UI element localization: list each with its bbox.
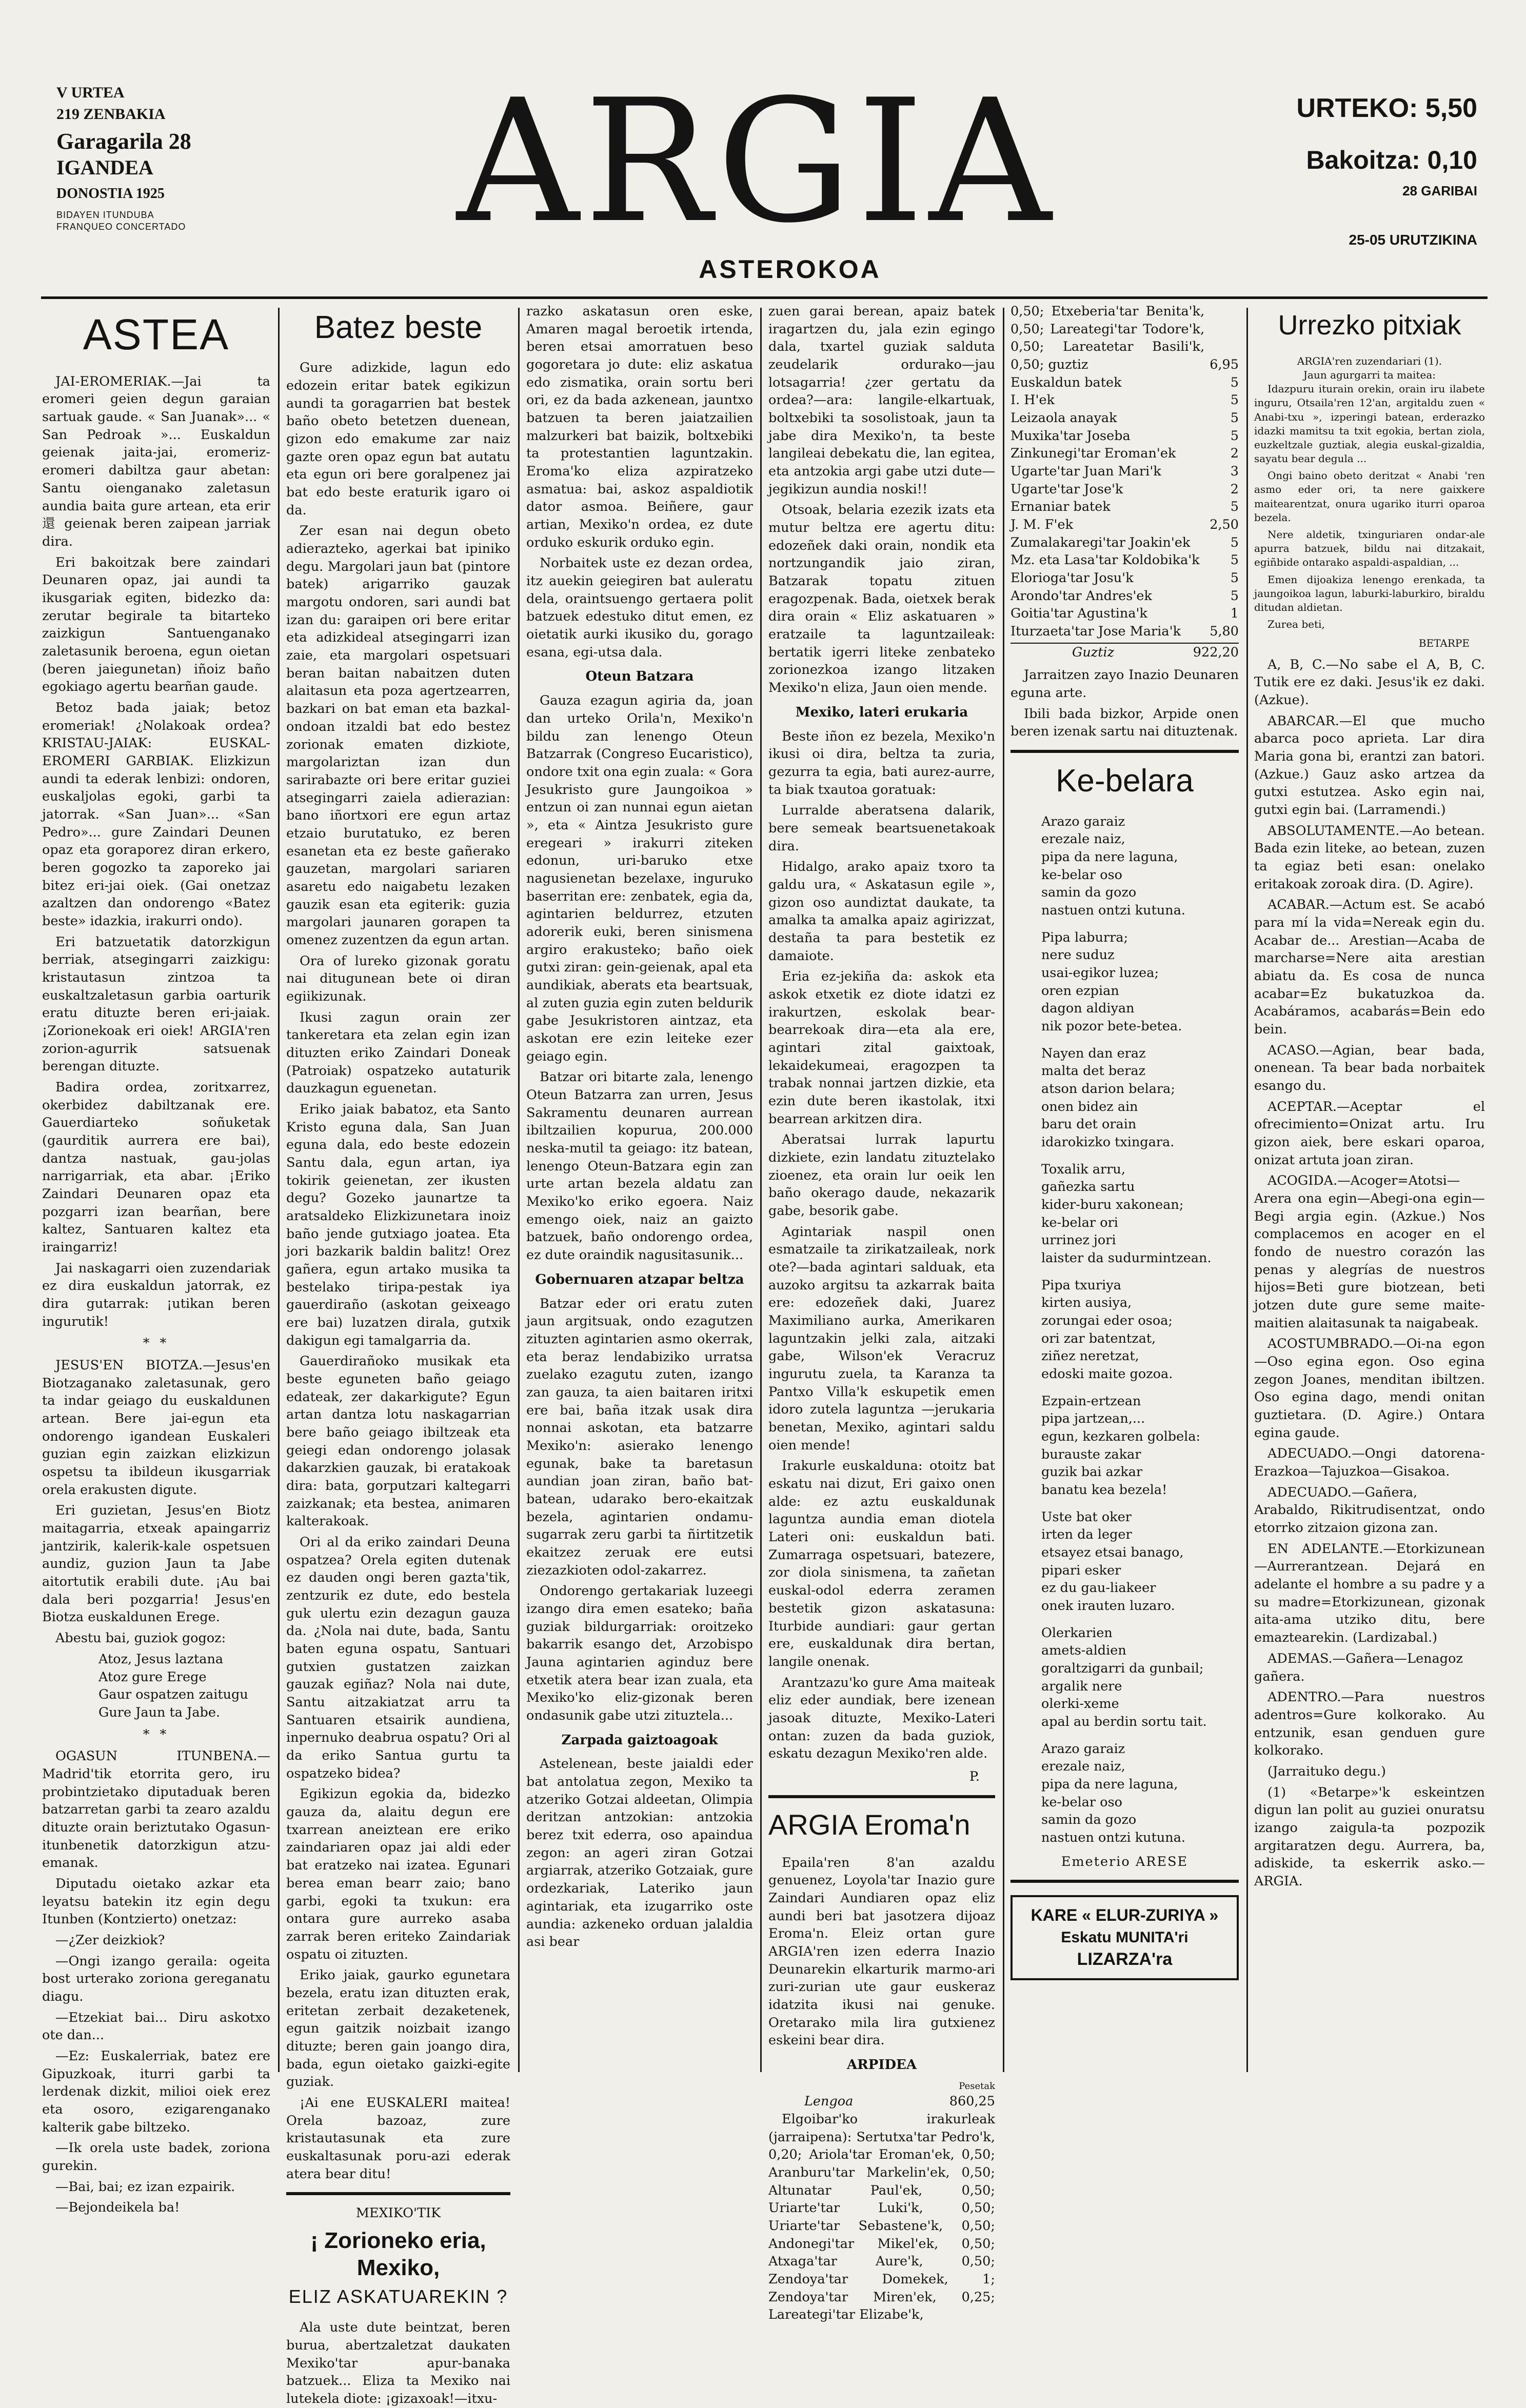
list-label: Zinkunegi'tar Eroman'ek xyxy=(1010,446,1176,462)
poem-line: pipari esker xyxy=(1041,1562,1121,1578)
paragraph: Gauerdirañoko musikak eta beste eguneten baño geiago edateak, zer dakarkigute? Egun artan dantza lotu naskagarrian bere baño geiago ibiltzeak eta geiegi edan ondorengo jolasak dakarzkien gauzak, bi eratakoak dira: bata, gorputzari kaltegarri zaizkanak; eta bestea, animaren kalterakoak. xyxy=(286,1354,510,1529)
list-row xyxy=(1010,303,1239,374)
editor-note: 28 GARIBAI xyxy=(1402,183,1477,199)
separator-stars: * * xyxy=(143,1726,170,1742)
price-yearly: URTEKO: 5,50 xyxy=(1296,93,1477,123)
list-row xyxy=(1010,374,1239,392)
paragraph: Betoz bada jaiak; betoz eromeriak! ¿Nolakoak ordea? KRISTAU-JAIAK: EUSKAL-EROMERI GARBIAK. Elizkizun aundi ta ederak lenbizi: ondoren, euskaljolas egoki, garbi ta jatorrak. «San Juan»... «San Pedro»... gure Zaindari Deunen opaz eta goraporez diran erkero, beren gogozko ta zaporeko jai bitez eri-jai oiek. (Gai onetzaz azaltzen dan ondorengo «Batez beste» idazkia, irakurri ondo). xyxy=(42,700,270,929)
poem-line: olerki-xeme xyxy=(1041,1696,1119,1712)
list-label: I. H'ek xyxy=(1010,392,1055,408)
list-amount: 5 xyxy=(1230,534,1239,550)
list-row xyxy=(1010,409,1239,427)
paragraph: zuen garai berean, apaiz batek iragartzen du, jala ezin egingo dala, txartel guziak salduta zeudelarik ordurako—jau lotsagarria! ¿zer gertatu da ordea?—ara: langile-elkartuak, boltxebiki ta sosolistoak, jaun ta jabe dira Mexiko'n, ta beste langileai debekatu die, lan egitea, eta antzokia argi gabe utzi dute—jegikizun aundia noski!! xyxy=(768,304,995,497)
poem-line: erezale naiz, xyxy=(1041,831,1125,847)
paragraph: Astelenean, beste jaialdi eder bat antolatua zegon, Mexiko ta atzeriko Gotzai aldeetan, Olimpia deritzan antzokian: antzokia berez txit ederra, oso apaindua zegon: an ageri ziran Gotzai argiarrak, atzeriko Gotzaiak, gure ordezkariak, Lateriko jaun agintariak, eta izugarriko oste aundia: azkeneko orduan jalaldia asi bear xyxy=(526,1756,753,1950)
dictionary-entry: A, B, C.—No sabe el A, B, C. Tutik ere ez daki. Jesus'ik ez daki. (Azkue). xyxy=(1254,656,1485,708)
ad-location: LIZARZA'ra xyxy=(1077,1949,1173,1969)
poem-line: nastuen ontzi kutuna. xyxy=(1041,902,1185,918)
dictionary-entry: ACEPTAR.—Aceptar el ofrecimiento=Onizat artu. Iru gizon aiek, bere eskari oparoa, onizat artuta joan ziran. xyxy=(1254,1099,1485,1168)
stanza-break xyxy=(1041,1036,1239,1045)
stanza-break xyxy=(1041,1267,1239,1277)
paragraph: Eri bakoitzak bere zaindari Deunaren opaz, jai aundi ta ikusgariak egiten, bidezko da: zerutar begirale ta bitarteko zaizkigun Santuenganako zaletasunik beroena, egun oietan (beren jaiegunetan) iñoiz baño egokiago agertu bearñan gaude. xyxy=(42,554,270,695)
paragraph: Eriko jaiak babatoz, eta Santo Kristo eguna dala, San Juan eguna dala, edo beste edozein Santu dala, egun artan, iya tokirik geienetan, zer ikusten degu? Gozeko jaunartze ta aratsaldeko Elizkizunetara inoiz baño jende gutxiago joatea. Eta jori bazkarik baldin balitz! Orez gañera, egun artako musika ta bestelako tiripa-pestak iya gauerdiraño (askotan geixeago ere bai) luzatzen dirala, gutxik dakigun egi tamalgarria da. xyxy=(286,1101,510,1348)
list-label: Ugarte'tar Juan Mari'k xyxy=(1010,464,1161,480)
paragraph: Irakurle euskalduna: otoitz bat eskatu nai dizut, Eri gaixo onen alde: ez aztu euskaldunak laguntza aundia eman diotela Lateri oni: euskaldun bati. Zumarraga ospetsuari, batezere, zor diola sinismena, ta zañetan euskal-odol ederra zeramen bestetik gizon askatasuna: Iturbide aundiari: gaur gertan ere, euskaldunak dira bertan, langile onenak. xyxy=(768,1458,995,1669)
poem-line: malta det beraz xyxy=(1041,1063,1146,1079)
stanza-break xyxy=(1041,920,1239,929)
poem-line: erezale naiz, xyxy=(1041,1759,1125,1775)
list-row xyxy=(1010,498,1239,516)
section-title: Ke-belara xyxy=(1056,763,1194,799)
poem-line: nere suduz xyxy=(1041,947,1115,963)
poem-line: atson darion belara; xyxy=(1041,1081,1175,1097)
intro-paragraph: Idazpuru iturain orekin, orain iru ilabete inguru, Otsaila'ren 12'an, argitaldu zuen « Anabi-txu », izperingi batean, erderazko idazki mamitsu ta txit egokia, bertan ziola, euzkeltzale guztiak, alegia euskal-gizaldia, sayatu bear degula ... xyxy=(1254,383,1485,465)
dictionary-entry: ADEMAS.—Gañera—Lenagoz gañera. xyxy=(1254,1650,1463,1684)
advertisement-box xyxy=(1010,1895,1239,1980)
poem-line: Uste bat oker xyxy=(1041,1509,1132,1525)
verse-line: Atoz, Jesus laztana xyxy=(98,1651,224,1667)
ad-product: KARE « ELUR-ZURIYA » xyxy=(1030,1906,1219,1925)
intro-paragraph: Emen dijoakiza lenengo erenkada, ta jaungoikoa lagun, laburki-laburkiro, biraldu ditudan aldietan. xyxy=(1254,573,1485,613)
list-amount: 2 xyxy=(1230,481,1239,497)
poem-line: kirten ausiya, xyxy=(1041,1295,1132,1311)
separator-rule xyxy=(286,2192,510,2195)
stanza-break xyxy=(1041,1151,1239,1161)
list-row xyxy=(1010,587,1239,605)
price-info xyxy=(1231,92,1477,250)
list-amount: 5 xyxy=(1230,499,1239,515)
paragraph: JAI-EROMERIAK.—Jai ta eromeri geien degun garaian sartuak gaude. « San Juanak»... « San Pedroak »... Euskaldun geienak jaita-jai, eromeriz-eromeri dabiltza gaur abetan: Santu oienganako zaletasun aundia baita gure artean, eta erir還 geienak beren zaipean jarriak dira. xyxy=(42,373,270,549)
section-title: Batez beste xyxy=(314,310,483,345)
paragraph: Zer esan nai degun obeto adierazteko, agerkai bat ipiniko degu. Margolari jaun bat (pintore batek) arigarriko gauzak margotu ondoren, sari aundi bat izan du: garaipen ori bere eritar eta adizkideal atsegingarri izan zaie, eta margolari ospetsuari beran baitan nabaitzen duten alaitasun eta poza agertzearren, bazkari on bat eman eta bazkal-ondoan itzaldi bat edo bestez zorionak ematen dizkiote, margolariztan izan dun sarirabazte ori bere eritar guziei atsegingarri zaiela adierazian: bano iñortxori ere egun artaz etzaio burutatuko, ez beren esanetan eta ez beste gañerako gauzetan, margolari sariaren asaretu edo naigabetu lezaken gauzik esan eta egiterik: guzia margolari jaunaren gorapen ta omenez zuzentzen da egun artan. xyxy=(286,523,510,948)
censor-date: 25-05 URUTZIKINA xyxy=(1349,232,1477,248)
dictionary-entry: EN ADELANTE.—Etorkizunean—Aurrerantzean. Dejará en adelante el hombre a su padre y a su madre=Etorkizunean, gizonak aita-ama utziko ditu, bere emaztearekin. (Lardizabal.) xyxy=(1254,1541,1485,1646)
column-divider xyxy=(760,308,762,2072)
poem-line: ke-belar oso xyxy=(1041,1794,1123,1810)
paragraph: Batzar ori bitarte zala, lenengo Oteun Batzarra zan urren, Jesus Sakramentu deunaren aurrean ibiltzailien kopurua, 200.000 neska-mutil ta geiago: itz batean, lenengo Oteun-Batzara egin zan urte artan bezela aldatu zan Mexiko'ko eriko egoera. Naiz emengo oiek, naiz an gaizto batzuek, baño ondorengo ordea, ez dute oraindik nagusitasunik... xyxy=(526,1069,753,1263)
intro-line: Jaun agurgarri ta maitea: xyxy=(1303,368,1436,381)
list-amount: 3 xyxy=(1230,464,1239,480)
newspaper-subtitle: ASTEROKOA xyxy=(699,255,881,284)
list-amount: 1 xyxy=(1230,606,1239,622)
intro-line: ARGIA'ren zuzendariari (1). xyxy=(1297,354,1442,367)
dictionary-entry: ACABAR.—Actum est. Se acabó para mí la vida=Nereak egin du. Acabar de... Arestian—Acaba de marcharse=Nere aita arestian abiatu da. Es cosa de nunca acabar=Ez bukatuzkoa da. Acabáramos, acabarás=Bein edo bein. xyxy=(1254,897,1485,1037)
list-row xyxy=(1010,605,1239,623)
list-label: Ugarte'tar Jose'k xyxy=(1010,481,1123,497)
column-mexiko-2 xyxy=(768,303,995,2323)
issue-date: Garagarila 28 xyxy=(56,129,191,154)
dialog-line: —¿Zer deizkiok? xyxy=(55,1932,165,1948)
paragraph: Eri guzietan, Jesus'en Biotz maitagarria, etxeak apaingarriz jantzirik, kalerik-kale ospetsuen aundiz, guzion Jaun ta Jabe aitortutik erabili dute. ¡Au bai dala beri pozgarria! Jesus'en Biotza euskaldunen Erege. xyxy=(42,1503,270,1625)
list-label: Iturzaeta'tar Jose Maria'k xyxy=(1010,624,1181,640)
separator-rule xyxy=(768,1795,995,1798)
subsection-label: MEXIKO'TIK xyxy=(355,2205,441,2221)
list-amount: 5 xyxy=(1230,552,1239,568)
list-label: Leizaola anayak xyxy=(1010,410,1117,426)
list-amount: 5,80 xyxy=(1210,624,1239,640)
subsection-title: Oteun Batzara xyxy=(585,669,694,685)
column-urrezko-pitxiak xyxy=(1254,303,1485,2077)
verse-line: Gaur ospatzen zaitugu xyxy=(98,1687,248,1703)
list-row xyxy=(1010,516,1239,534)
list-amount: 5 xyxy=(1230,428,1239,444)
list-amount: 860,25 xyxy=(949,2094,995,2110)
poem-line: ez du gau-liakeer xyxy=(1041,1580,1156,1596)
paragraph: ¡Ai ene EUSKALERI maitea! Orela bazoaz, zure kristautasunak eta zure euskaltasunak poru-azi ederak atera bear ditu! xyxy=(286,2095,510,2182)
poem-line: gañezka sartu xyxy=(1041,1179,1135,1195)
paragraph: Abestu bai, guziok gogoz: xyxy=(55,1630,226,1646)
poem-line: guzik bai azkar xyxy=(1041,1464,1143,1480)
headline-sub: ELIZ ASKATUAREKIN ? xyxy=(288,2285,508,2307)
poem-line: samin da gozo xyxy=(1041,1812,1137,1828)
list-row xyxy=(1010,445,1239,463)
paragraph: Eri batzuetatik datorzkigun berriak, atsegingarri zaizkigu: kristautasun zintzoa ta euskaltzaletasun garbia oarturik eratu dituzte beren eri-jaiak. ¡Zorionekoak eri oiek! ARGIA'ren zorion-agurrik satsuenak berengan dituzte. xyxy=(42,934,270,1074)
total-row xyxy=(1010,643,1239,662)
list-label: Muxika'tar Joseba xyxy=(1010,428,1131,444)
list-row xyxy=(1010,427,1239,445)
list-row xyxy=(1010,391,1239,409)
section-title: Urrezko pitxiak xyxy=(1278,310,1461,341)
column-mexiko-1 xyxy=(526,303,753,2077)
paragraph: Hidalgo, arako apaiz txoro ta galdu ura, « Askatasun egile », gizon oso aundiztat daukate, ta amalka ta amalka apaiz agirizzat, destaña ta para bestetik ez damaiote. xyxy=(768,859,995,964)
issue-info xyxy=(56,82,313,233)
poem-line: idarokizko txingara. xyxy=(1041,1134,1175,1150)
column-divider xyxy=(1003,308,1004,2072)
list-row-header xyxy=(768,2080,995,2093)
poem-line: onek irauten luzaro. xyxy=(1041,1598,1175,1614)
paragraph: OGASUN ITUNBENA.—Madrid'tik etorrita gero, iru probintzietako diputaduak beren batzarretan garbi ta zearo azaldu dituzte orain beriztutako Ogasun-itunbenetik datorzkigun atzu-emanak. xyxy=(42,1748,270,1871)
dialog-line: —Bai, bai; ez izan ezpairik. xyxy=(55,2179,235,2195)
poem-line: nastuen ontzi kutuna. xyxy=(1041,1830,1185,1846)
section-title: ARGIA Eroma'n xyxy=(768,1808,970,1841)
subsection-title: ARPIDEA xyxy=(846,2057,917,2073)
paragraph: Aberatsai lurrak lapurtu dizkiete, ezin landatu zituztelako zioenez, eta orain lur oeik len baño okerago daude, nekazarik gabe, besorik gabe. xyxy=(768,1132,995,1219)
poem-line: usai-egikor luzea; xyxy=(1041,965,1159,981)
poem-line: zorungai eder osoa; xyxy=(1041,1312,1173,1328)
paragraph: razko askatasun oren eske, Amaren magal beroetik irtenda, beren etsai amorratuen beso gogoretara jo dute: eliz askatua edo zismatika, orain sortu beri ori, ez da bada azkenean, jauntxo batzuen ta beren jaiatzailien malzurkeri bat baizik, boltxebiki ta protestantien laguntzakin. Eroma'ko eliza azpiratzeko asmatua: bai, askoz aspaldiotik dator asmoa. Beiñere, gaur artian, Mexiko'n ordea, ez dute orduko eskurik orduko egin. xyxy=(526,304,753,550)
poem-line: banatu kea bezela! xyxy=(1041,1482,1167,1498)
poem-line: argalik nere xyxy=(1041,1678,1122,1694)
poem-line: onen bidez ain xyxy=(1041,1099,1138,1115)
paragraph: Agintariak naspil onen esmatzaile ta zirikatzaileak, nork ote?—bada agintari salduak, eta auzoko argitsu ta azkarrak baita ere: edozeñek daki, Juarez Maximiliano aurka, Amerikaren laguntzakin jelki zala, aitzaki gabe, Wilson'ek Veracruz ingurutu zuela, ta Karanza ta Pantxo Villa'k eskupetik emen idoro zutela laguntza —jerukaria benetan, Mexiko, agintari saldu oien mende! xyxy=(768,1224,995,1453)
paragraph: Eriko jaiak, gaurko egunetara bezela, eratu izan dituzten erak, eritetan zerbait dezaketenek, egun gaitzik noizbait izango dituzte; beren gain joango dira, bada, egun oietako gaizki-egite guziak. xyxy=(286,1967,510,2090)
poem-line: goraltzigarri da gunbail; xyxy=(1041,1661,1204,1677)
poem-line: laister da sudurmintzean. xyxy=(1041,1250,1212,1266)
paragraph: Ikusi zagun orain zer tankeretara eta zelan egin izan dituzten eriko Zaindari Doneak (Patroiak) ospatzeko autaturik dauzkagun eguenetan. xyxy=(286,1009,510,1097)
list-label: Goitia'tar Agustina'k xyxy=(1010,606,1147,622)
poem-line: Pipa laburra; xyxy=(1041,929,1128,945)
paragraph: Norbaitek uste ez dezan ordea, itz auekin geiegiren bat auleratu dela, oraintsuengo gertaera polit batzuek edestuko ditut emen, ez oietatik aurki ikusiko du, gorago esana, egi-utsa dala. xyxy=(526,555,753,660)
stanza-break xyxy=(1041,1383,1239,1392)
list-amount: 6,95 xyxy=(1210,357,1239,373)
postage-line-1: BIDAYEN ITUNDUBA xyxy=(56,209,154,220)
list-label: Lengoa xyxy=(804,2094,854,2110)
poem-line: burauste zakar xyxy=(1041,1446,1141,1462)
subsection-title: Mexiko, lateri erukaria xyxy=(795,704,968,720)
dictionary-entry: (Jarraituko degu.) xyxy=(1267,1763,1386,1779)
section-title: ASTEA xyxy=(83,310,230,359)
newspaper-title: ARGIA xyxy=(457,63,1057,260)
list-label: Zumalakaregi'tar Joakin'ek xyxy=(1010,534,1191,550)
poem-line: Nayen dan eraz xyxy=(1041,1045,1146,1061)
stanza-break xyxy=(1041,1731,1239,1740)
list-row xyxy=(1010,623,1239,641)
headline: ¡ Zorioneko eria, Mexiko, xyxy=(310,2227,486,2280)
issue-weekday: IGANDEA xyxy=(56,155,153,179)
poem-line: pipa da nere laguna, xyxy=(1041,1777,1178,1793)
poem-line: nik pozor bete-betea. xyxy=(1041,1018,1182,1034)
column-divider xyxy=(518,308,520,2072)
list-row xyxy=(1010,569,1239,587)
paragraph: Elgoibar'ko irakurleak (jarraipena): Sertutxa'tar Pedro'k, 0,20; Ariola'tar Eroman'ek, 0,50; Aranburu'tar Markelin'ek, 0,50; Altunatar Paul'ek, 0,50; Uriarte'tar Luki'k, 0,50; Uriarte'tar Sebastene'k, 0,50; Andonegi'tar Mikel'ek, 0,50; Atxaga'tar Aure'k, 0,50; Zendoya'tar Domekek, 1; Zendoya'tar Miren'ek, 0,25; Lareategi'tar Elizabe'k, xyxy=(768,2112,995,2323)
list-amount: 2,50 xyxy=(1210,517,1239,533)
poem-line: edoski maite gozoa. xyxy=(1041,1366,1173,1382)
list-row xyxy=(1010,463,1239,481)
paragraph: Eria ez-jekiña da: askok eta askok etxetik ez diote idatzi ez irakurtzen, eskolak bear-bearrekoak dira—eta ala ere, agintari zital gaixtoak, lekaidekumeai, eragozpen ta trabak nonnai jartzen dizkie, eta ezin dute beren ikastolak, itxi bearrean arkitzen dira. xyxy=(768,969,995,1127)
paragraph: Ondorengo gertakariak luzeegi izango dira emen esateko; baña guziak bildurgarriak: oroitzeko bakarrik esango det, Arzobispo Jauna agintarien aginduz bere etxetik atera bear izan zuala, eta Mexiko'ko eliz-gizonak beren ondasunik gabe utzi zituztela... xyxy=(526,1583,753,1723)
stanza-break xyxy=(1041,1615,1239,1624)
poem-line: Pipa txuriya xyxy=(1041,1277,1121,1293)
dialog-line: —Ongi izango geraila: ogeita bost urterako zoriona gereganatu diagu. xyxy=(42,1953,270,2004)
paragraph: Jarraitzen zayo Inazio Deunaren eguna arte. xyxy=(1010,667,1239,701)
paragraph: Jai naskagarri oien zuzendariak ez dira euskaldun jatorrak, ez dira gutarrak: ¡utikan beren ingurutik! xyxy=(42,1260,270,1329)
list-label: Arondo'tar Andres'ek xyxy=(1010,588,1152,604)
list-label: 0,50; Etxeberia'tar Benita'k, 0,50; Lareategi'tar Todore'k, 0,50; Lareatetar Basili'k, 0,50; guztiz xyxy=(1010,304,1205,373)
intro-paragraph: Zurea beti, xyxy=(1267,618,1325,631)
dictionary-entry: ADECUADO.—Ongi datorena-Erazkoa—Tajuzkoa—Gisakoa. xyxy=(1254,1446,1485,1480)
donor-list xyxy=(1010,374,1239,641)
stanza-break xyxy=(1041,1499,1239,1508)
paragraph: Gure adizkide, lagun edo edozein eritar batek egikizun aundi ta goragarrien bat bestek baño obeto betetzen duenean, gizon edo emakume zar naiz gazte oren opaz egun bat autatu eta egun ori bere goralpenez jai bat edo beste eraturik igaro oi da. xyxy=(286,360,510,518)
paragraph: Batzar eder ori eratu zuten jaun argitsuak, ondo ezagutzen zituzten agintarien asmo okerrak, eta beraz lendabiziko urratsa zuelako ezagutu zuten, izango zan gauza, ta aien baitaren iritxi ere bai, baña itzak usak dira nonnai askotan, eta batzarre Mexiko'n: asierako lenengo egunak, bake ta baretasun aundian joan ziran, baño bat-batean, udarako bero-ekaitzak bezela, agintarien ondamu-sugarrak zeru garbi ta ñirtitzetik ekaitzez zeruak ere eutsi ziezazkioten odol-zakarrez. xyxy=(526,1296,753,1578)
postage-line-2: FRANQUEO CONCERTADO xyxy=(56,222,186,232)
list-row xyxy=(1010,534,1239,552)
dictionary-entries xyxy=(1254,656,1485,1890)
paragraph: Epaila'ren 8'an azaldu genuenez, Loyola'tar Inazio gure Zaindari Aundiaren opaz eliz aundi beri bat jasotzera dijoaz Eroma'n. Eleiz ortan gure ARGIA'ren izen ederra Inazio Deunarekin elkarturik marmo-ari zuri-zurian ute gaur euskeraz idatzita ikusi nai genuke. Oretarako mila lira gutxienez eskeini bear dira. xyxy=(768,1855,995,2048)
paragraph: Diputadu oietako azkar eta leyatsu batekin itz egin degu Itunben (Kontzierto) onetzaz: xyxy=(42,1876,270,1927)
list-label: Ernaniar batek xyxy=(1010,499,1111,515)
poem-line: etsayez etsai banago, xyxy=(1041,1545,1184,1561)
ad-supplier: Eskatu MUNITA'ri xyxy=(1061,1928,1188,1946)
list-label: J. M. F'ek xyxy=(1010,517,1074,533)
dictionary-entry: ABSOLUTAMENTE.—Ao betean. Bada ezin liteke, ao betean, zuzen ta egiaz beti esan: onelako eritakoak zoroak dira. (D. Agire). xyxy=(1254,823,1485,892)
dialog-line: —Bejondeikela ba! xyxy=(55,2200,180,2216)
poem-line: ori zar batentzat, xyxy=(1041,1330,1156,1346)
poem-line: apal au berdin sortu tait. xyxy=(1041,1714,1207,1730)
dictionary-entry: ACOSTUMBRADO.—Oi-na egon—Oso egina egon. Oso egina zegon Joanes, menditan ibiltzen. Oso egina dago, mendi onitan guztietara. (D. Agire.) Ontara egina gaude. xyxy=(1254,1336,1485,1441)
paragraph: Gauza ezagun agiria da, joan dan urteko Orila'n, Mexiko'n bildu zan lenengo Oteun Batzarrak (Congreso Eucaristico), ondore txit ona egin zuala: « Gora Jesukristo gure Jaungoikoa » entzun oi zan nunnai egun aietan », eta « Aintza Jesukristo gure eregeari » irakurri ziteken edonun, uri-baruko etxe nagusienetan bezelaxe, inguruko baserritan ere: zenbatek, egia da, agintarien beldurrez, etzuten adorerik euki, beren sinismena argiro erakusteko; baño oiek gutxi ziran: gein-geienak, apal eta aundikiak, aberats eta beartsuak, al zuten guzia egin zuten beldurik gabe Jesukristoren aintzaz, eta askotan ere ezin leiteke ezer geiago egin. xyxy=(526,693,753,1064)
poem-line: Ezpain-ertzean xyxy=(1041,1393,1141,1409)
poem-line: samin da gozo xyxy=(1041,885,1137,901)
list-label: Mz. eta Lasa'tar Koldobika'k xyxy=(1010,552,1200,568)
poem-line: Olerkarien xyxy=(1041,1625,1113,1641)
issue-place-year: DONOSTIA 1925 xyxy=(56,185,165,202)
paragraph: Egikizun egokia da, bidezko gauza da, alaitu degun ere txarrean aneiztean ere eriko zaindariaren opaz jai aldi eder bat eratzeko nai izatea. Egunari berea eman bearr zaio; bano garbi, egoki ta txukun: era ontara gure aurreko asaba zarrak beren eriteko Zaindariak ospatu oi zituzten. xyxy=(286,1786,510,1962)
list-row xyxy=(1010,551,1239,569)
paragraph: Otsoak, belaria ezezik izats eta mutur beltza ere agertu ditu: edozeñek daki orain, nondik eta nortzungandik jaio ziran, Batzarak topatu zituen eragozpenak. Bada, oietxek berak dira orain « Eliz askatuaren » eratzaile ta laguntzaileak: bertatik igerri liteke zenbateko zorionezkoa izango litzaken Mexiko'n eliza, Jaun oien mende. xyxy=(768,502,995,696)
list-amount: 5 xyxy=(1230,588,1239,604)
poem-line: ke-belar oso xyxy=(1041,867,1123,883)
volume: V URTEA xyxy=(56,84,125,101)
subsection-title: Gobernuaren atzapar beltza xyxy=(535,1271,744,1287)
list-amount: 2 xyxy=(1230,446,1239,462)
poem-line: pipa da nere laguna, xyxy=(1041,849,1178,865)
separator-rule xyxy=(1010,1880,1239,1883)
intro-paragraph: Ongi baino obeto deritzat « Anabi 'ren asmo eder ori, ta nere gaixkere maitearentzat, onura ugariko iturri oparoa bezela. xyxy=(1254,469,1485,524)
column-divider xyxy=(278,308,280,2072)
intro-paragraph: Nere aldetik, txinguriaren ondar-ale apurra batzuek, bildu nai ditzakait, egiñbide ontarako aspaldi-aspaldian, ... xyxy=(1254,528,1485,569)
paragraph: Ori al da eriko zaindari Deuna ospatzea? Orela egiten dutenak ez dauden ongi beren gazta'tik, zentzurik ez dute, edo bestela guk ulertu ezin dezagun gauza da. ¿Nola nai dute, bada, Santu baten eguna ospatu, Santuari gutxien gustatzen zaizkan gauzak egiñaz? Nola nai dute, Santu aitzakiatzat arru ta Santuaren etsairik aundiena, inpernuko deabrua ospatu? Ori al da eriko Santua gurtu ta ospatzeko bidea? xyxy=(286,1535,510,1781)
poem-author: Emeterio ARESE xyxy=(1061,1854,1188,1869)
total-amount: 922,20 xyxy=(1193,644,1239,660)
dictionary-entry: ACASO.—Agian, bear bada, onenean. Ta bear bada norbaitek esango du. xyxy=(1254,1042,1485,1093)
dictionary-entry: ADECUADO.—Gañera, Arabaldo, Rikitrudisentzat, ondo etorrko zitzaion gizona zan. xyxy=(1254,1484,1485,1536)
poem-line: baru det orain xyxy=(1041,1117,1137,1132)
poem-line: irten da leger xyxy=(1041,1527,1132,1543)
poem-line: dagon aldiyan xyxy=(1041,1001,1135,1017)
verse-line: Gure Jaun ta Jabe. xyxy=(98,1704,221,1720)
paragraph: Beste iñon ez bezela, Mexiko'n ikusi oi dira, beltza ta zuria, gezurra ta egia, bati aurez-aurre, ta biak txautoa goratuak: xyxy=(768,728,995,798)
paragraph: Badira ordea, zoritxarrez, okerbidez dabiltzanak ere. Gauerdiarteko soñuketak (gaurditik aurrera ere bai), dantza nastuak, gau-jolas narrigarriak, eta abar. ¡Eriko Zaindari Deunaren opaz eta pozgarri izan bearñan, bere kaltez, Santuaren kaltez eta iraingarriz! xyxy=(42,1080,270,1256)
poem-line: egun, kezkaren golbela: xyxy=(1041,1429,1201,1445)
poem xyxy=(1041,813,1239,1847)
total-label: Guztiz xyxy=(1072,644,1115,660)
poem-line: pipa jartzean,... xyxy=(1041,1411,1145,1427)
list-label: Elorioga'tar Josu'k xyxy=(1010,570,1134,586)
list-row xyxy=(768,2093,995,2111)
issue-number: 219 ZENBAKIA xyxy=(56,106,166,123)
dictionary-entry: (1) «Betarpe»'k eskeintzen digun lan polit au guziei onuratsu izango zaigula-ta pozpozik argitaratzen degu. Aurrera, ba, adiskide, ta eskerrik asko.—ARGIA. xyxy=(1254,1784,1485,1889)
pesetas-label: Pesetak xyxy=(959,2080,995,2092)
poem-line: oren ezpian xyxy=(1041,983,1119,999)
separator-rule xyxy=(1010,750,1239,753)
column-divider xyxy=(1246,308,1248,2072)
signature: BETARPE xyxy=(1418,637,1470,650)
dictionary-entry: ADENTRO.—Para nuestros adentros=Gure kolkorako. Au entzunik, esan genduen gure kolkorako. xyxy=(1254,1689,1485,1759)
masthead-rule xyxy=(41,296,1488,299)
dialog-line: —Ez: Euskalerriak, batez ere Gipuzkoak, iturri garbi ta lerdenak dizkit, milioi oiek erez eta osoro, ezigarenganako kalterik gabe biltzeko. xyxy=(42,2048,270,2135)
paragraph: Ala uste dute beintzat, beren burua, abertzaletzat daukaten Mexiko'tar apur-banaka batzuek... Eliza ta Mexiko nai lutekela diote: ¡gizaxoak!—itxu- xyxy=(286,2320,510,2406)
paragraph: Arantzazu'ko gure Ama maiteak eliz eder aundiak, bere izenean jasoak dituzte, Mexiko-Lateri ontan: zuzen da bada guziok, eskatu dezagun Mexiko'ren alde. xyxy=(768,1675,995,1762)
poem-line: kider-buru xakonean; xyxy=(1041,1197,1184,1212)
poem-line: ke-belar ori xyxy=(1041,1215,1118,1230)
poem-line: ziñez neretzat, xyxy=(1041,1348,1139,1364)
list-amount: 5 xyxy=(1230,374,1239,390)
poem-line: Arazo garaiz xyxy=(1041,813,1125,829)
poem-line: amets-aldien xyxy=(1041,1643,1126,1659)
list-amount: 5 xyxy=(1230,570,1239,586)
column-batez-beste xyxy=(286,303,510,2406)
paragraph: Lurralde aberatsena dalarik, bere semeak beartsuenetakoak dira. xyxy=(768,803,995,854)
dictionary-entry: ACOGIDA.—Acoger=Atotsi—Arera ona egin—Abegi-ona egin—Begi argia egin. (Azkue.) Nos complacemos en acoger en el fondo de nuestro corazón las penas y alegrías de nuestros hijos=Beti gure biotzean, beti jotzen dute gure seme maite-maitien alaitasunak ta naigabeak. xyxy=(1254,1173,1485,1331)
list-amount: 5 xyxy=(1230,410,1239,426)
poem-line: Toxalik arru, xyxy=(1041,1161,1125,1177)
dialog-line: —Ik orela uste badek, zoriona gurekin. xyxy=(42,2140,270,2174)
paragraph: Ibili bada bizkor, Arpide onen beren izenak sartu nai dituztenak. xyxy=(1010,706,1239,740)
signature: P. xyxy=(969,1768,980,1784)
poem-line: Arazo garaiz xyxy=(1041,1741,1125,1757)
dialog-line: —Etzekiat bai... Diru askotxo ote dan... xyxy=(42,2009,270,2043)
list-row xyxy=(1010,481,1239,499)
list-label: Euskaldun batek xyxy=(1010,374,1122,390)
poem-line: urrinez jori xyxy=(1041,1232,1116,1248)
verse-line: Atoz gure Erege xyxy=(98,1669,207,1685)
subsection-title: Zarpada gaiztoagoak xyxy=(561,1732,718,1748)
paragraph: Ora of lureko gizonak goratu nai ditugunean bete oi diran egiikizunak. xyxy=(286,953,510,1004)
separator-stars: * * xyxy=(143,1336,170,1351)
price-single: Bakoitza: 0,10 xyxy=(1306,146,1477,175)
column-astea xyxy=(42,303,270,2216)
dictionary-entry: ABARCAR.—El que mucho abarca poco aprieta. Lar dira Maria gona bi, erantzi zan batori. (Azkue.) Gauz asko artzea da gutxi estutzea. Asko egin nai, gutxi egin bai. (Larramendi.) xyxy=(1254,713,1485,818)
paragraph: JESUS'EN BIOTZA.—Jesus'en Biotzaganako zaletasunak, gero ta indar geiago du euskaldunen artean. Bere jai-egun eta ondorengo igandean Euskaleri guzian egin zaizkan elizkizun ospetsu ta ibildeun ikusgarriak orela erakusten digute. xyxy=(42,1358,270,1498)
list-amount: 5 xyxy=(1230,392,1239,408)
column-kebelara xyxy=(1010,303,1239,2077)
